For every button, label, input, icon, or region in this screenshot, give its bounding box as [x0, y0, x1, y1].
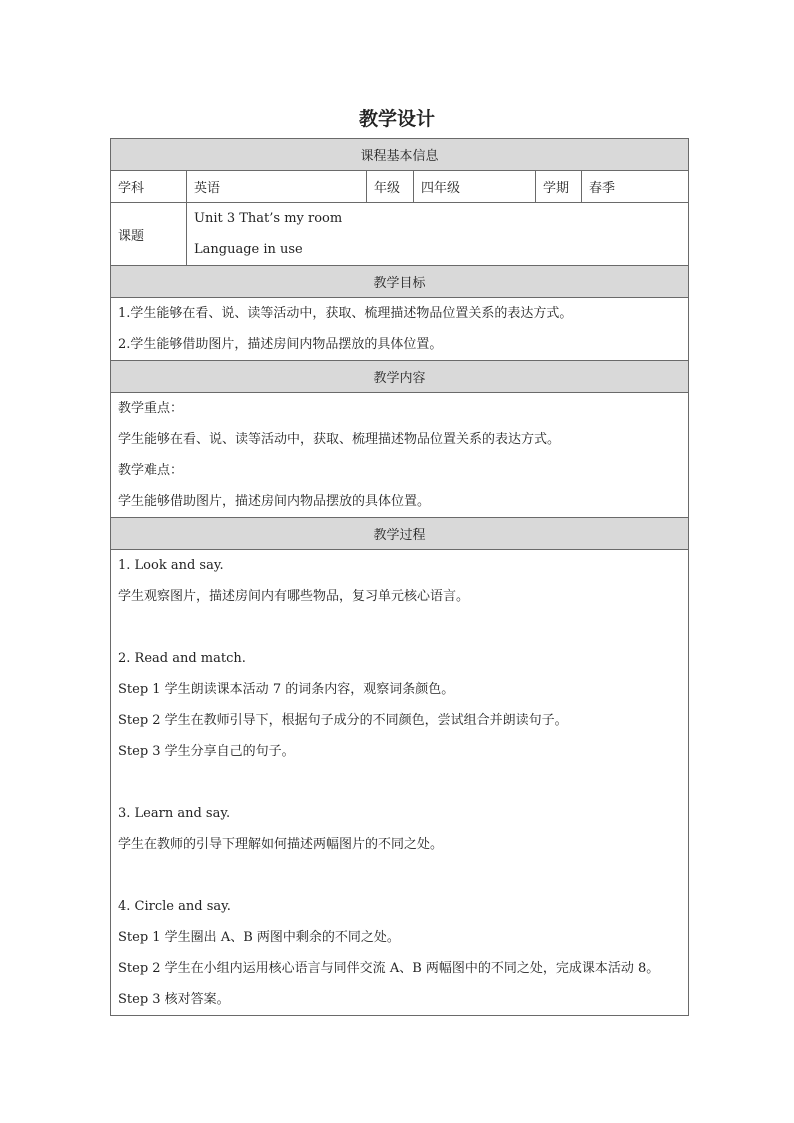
- topic-line-2: Language in use: [194, 242, 303, 257]
- term-value: 春季: [582, 171, 689, 203]
- content-header-row: [111, 361, 689, 393]
- step1-line-1: 学生观察图片，描述房间内有哪些物品，复习单元核心语言。: [118, 589, 470, 604]
- key-point-text: 学生能够在看、说、读等活动中，获取、梳理描述物品位置关系的表达方式。: [118, 432, 561, 447]
- step2-line-1: Step 1 学生朗读课本活动 7 的词条内容，观察词条颜色。: [118, 682, 455, 697]
- basic-info-header-row: [111, 139, 689, 171]
- step4-line-2: Step 2 学生在小组内运用核心语言与同伴交流 A、B 两幅图中的不同之处，完成课本活动 8。: [118, 961, 660, 976]
- difficult-point-label: 教学难点：: [118, 463, 184, 478]
- spacer: [118, 860, 681, 891]
- topic-row: [111, 203, 689, 266]
- step2-line-2: Step 2 学生在教师引导下，根据句子成分的不同颜色，尝试组合并朗读句子。: [118, 713, 568, 728]
- content-row: [111, 393, 689, 518]
- content-header: 教学内容: [111, 361, 689, 393]
- objectives-header: 教学目标: [111, 266, 689, 298]
- lesson-plan-table: [110, 138, 689, 1016]
- objectives-row: [111, 298, 689, 361]
- process-row: [111, 550, 689, 1016]
- spacer: [118, 612, 681, 643]
- content-cell: [111, 393, 689, 518]
- process-header: 教学过程: [111, 518, 689, 550]
- term-label: 学期: [536, 171, 582, 203]
- basic-info-header: 课程基本信息: [111, 139, 689, 171]
- objective-item-1: 1.学生能够在看、说、读等活动中，获取、梳理描述物品位置关系的表达方式。: [118, 306, 573, 321]
- objective-item-2: 2.学生能够借助图片，描述房间内物品摆放的具体位置。: [118, 337, 443, 352]
- step4-line-1: Step 1 学生圈出 A、B 两图中剩余的不同之处。: [118, 930, 400, 945]
- basic-info-row: [111, 171, 689, 203]
- document-title: 教学设计: [358, 108, 435, 130]
- objectives-header-row: [111, 266, 689, 298]
- grade-label: 年级: [367, 171, 414, 203]
- step2-line-3: Step 3 学生分享自己的句子。: [118, 744, 295, 759]
- spacer: [118, 767, 681, 798]
- topic-value: [187, 203, 689, 266]
- step3-title: 3. Learn and say.: [118, 806, 231, 821]
- grade-value: 四年级: [414, 171, 536, 203]
- subject-value: 英语: [187, 171, 367, 203]
- objectives-cell: [111, 298, 689, 361]
- difficult-point-text: 学生能够借助图片，描述房间内物品摆放的具体位置。: [118, 494, 431, 509]
- step4-line-3: Step 3 核对答案。: [118, 992, 230, 1007]
- step4-title: 4. Circle and say.: [118, 899, 231, 914]
- step3-line-1: 学生在教师的引导下理解如何描述两幅图片的不同之处。: [118, 837, 444, 852]
- key-point-label: 教学重点：: [118, 401, 184, 416]
- topic-line-1: Unit 3 That’s my room: [194, 211, 343, 226]
- process-cell: [111, 550, 689, 1016]
- topic-label: 课题: [111, 203, 187, 266]
- step1-title: 1. Look and say.: [118, 558, 224, 573]
- subject-label: 学科: [111, 171, 187, 203]
- step2-title: 2. Read and match.: [118, 651, 246, 666]
- process-header-row: [111, 518, 689, 550]
